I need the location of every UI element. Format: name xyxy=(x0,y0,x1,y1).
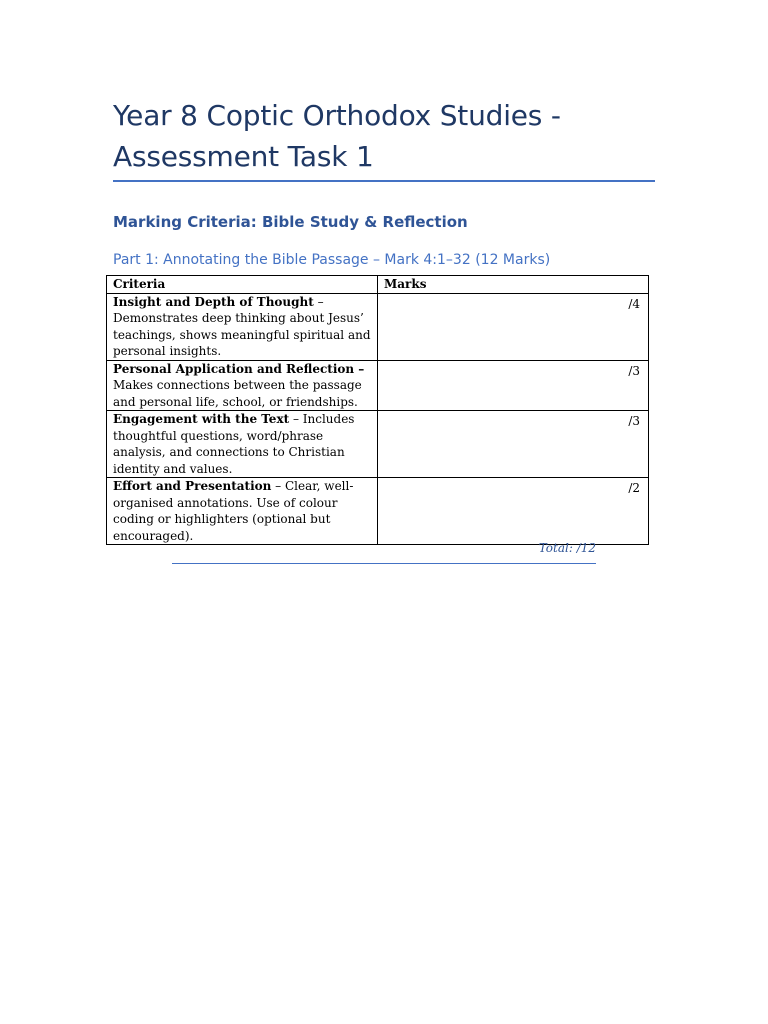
marks-cell: /3 xyxy=(378,360,649,411)
criteria-separator: – Includes xyxy=(289,412,355,426)
table-row xyxy=(107,293,649,360)
title-divider xyxy=(113,180,655,182)
criteria-cell xyxy=(107,478,378,545)
title-line-1: Year 8 Coptic Orthodox Studies - xyxy=(113,99,561,132)
criteria-cell xyxy=(107,411,378,478)
marks-cell: /2 xyxy=(378,478,649,545)
criteria-description: Makes connections between the passage and personal life, school, or friendships. xyxy=(113,378,362,409)
subsection-heading: Part 1: Annotating the Bible Passage – Mark 4:1–32 (12 Marks) xyxy=(113,252,551,268)
title-line-2: Assessment Task 1 xyxy=(113,140,374,173)
criteria-name: Engagement with the Text xyxy=(113,412,290,426)
criteria-cell xyxy=(107,293,378,360)
table-row xyxy=(107,478,649,545)
total-marks: Total: /12 xyxy=(538,541,596,555)
criteria-description: thoughtful questions, word/phrase analysis, and connections to Christian identity and values. xyxy=(113,428,345,476)
table-row xyxy=(107,360,649,411)
marking-criteria-table xyxy=(106,275,649,545)
criteria-name: Insight and Depth of Thought xyxy=(113,294,314,309)
criteria-description: organised annotations. Use of colour coding or highlighters (optional but encouraged). xyxy=(113,495,338,543)
marks-column-header: Marks xyxy=(378,276,649,294)
table-row xyxy=(107,411,649,478)
document-title xyxy=(113,95,673,177)
total-divider xyxy=(172,563,596,564)
criteria-description: Demonstrates deep thinking about Jesus’ teachings, shows meaningful spiritual and personal insights. xyxy=(113,311,371,358)
table-header-row xyxy=(107,276,649,294)
criteria-column-header: Criteria xyxy=(107,276,378,294)
criteria-separator: – xyxy=(313,294,324,309)
marks-cell: /4 xyxy=(378,293,649,360)
criteria-name: Effort and Presentation xyxy=(113,479,272,493)
criteria-cell xyxy=(107,360,378,411)
criteria-separator: – Clear, well- xyxy=(271,479,354,493)
criteria-name: Personal Application and Reflection – xyxy=(113,361,365,376)
section-heading: Marking Criteria: Bible Study & Reflection xyxy=(113,213,468,231)
marks-cell: /3 xyxy=(378,411,649,478)
